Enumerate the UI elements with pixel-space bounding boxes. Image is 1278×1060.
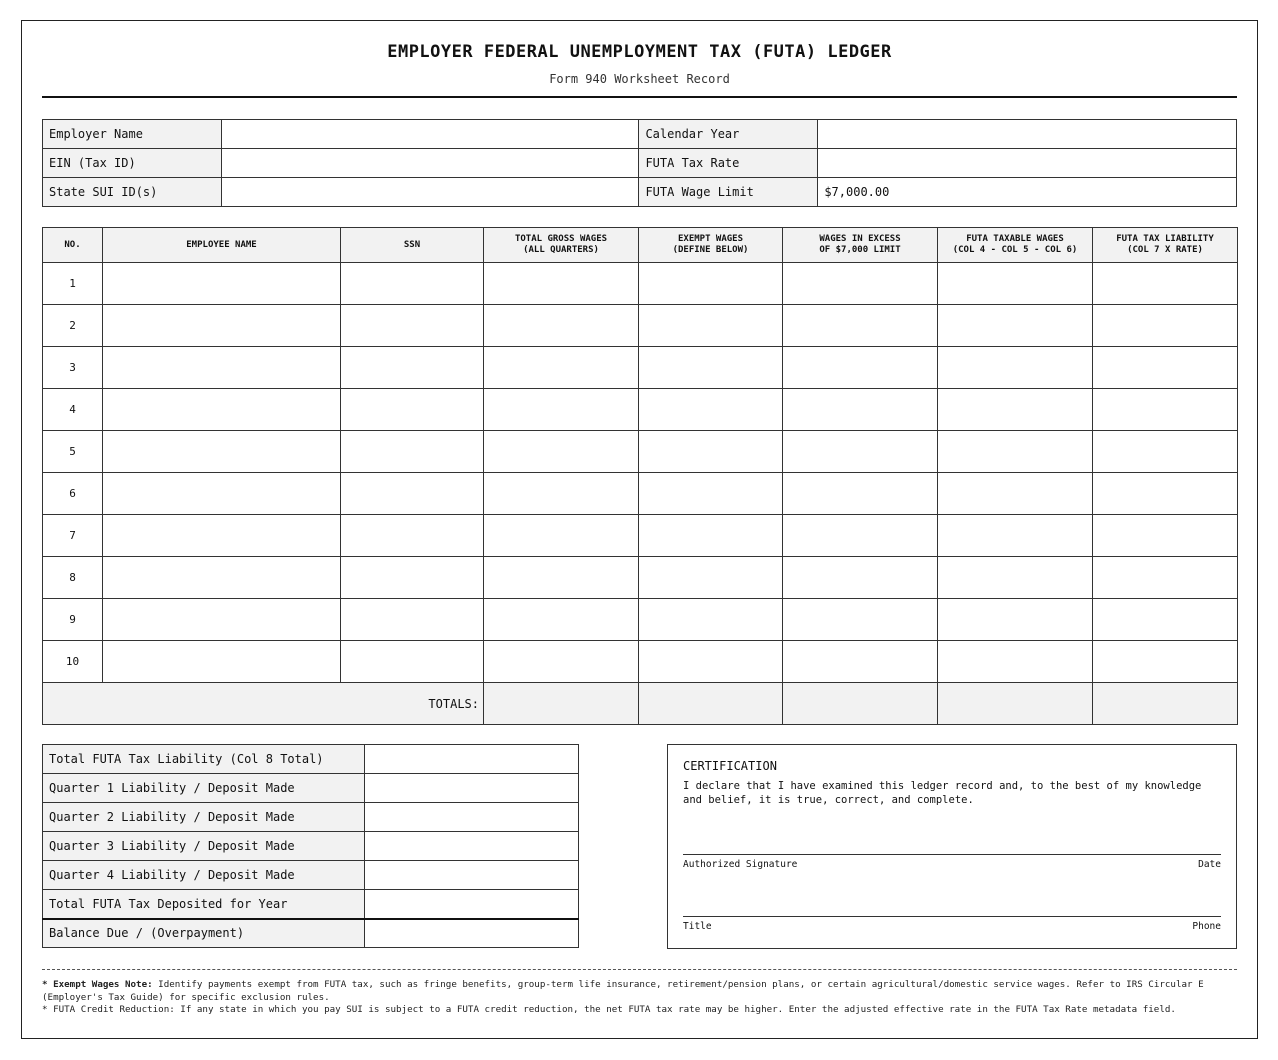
taxable-wages-cell[interactable]	[938, 599, 1093, 641]
gross-wages-cell[interactable]	[484, 473, 639, 515]
phone-label: Phone	[1192, 921, 1221, 932]
row-number: 10	[43, 641, 103, 683]
row-number: 5	[43, 431, 103, 473]
certification-text: I declare that I have examined this ledger record and, to the best of my knowledge and belief, it is true, correct, and complete.	[683, 780, 1202, 806]
total-deposited-label: Total FUTA Tax Deposited for Year	[43, 890, 365, 919]
excess-wages-cell[interactable]	[783, 473, 938, 515]
table-row	[43, 515, 1238, 557]
col-header-employee-name: EMPLOYEE NAME	[103, 228, 341, 263]
summary-row	[43, 774, 579, 803]
employer-info-row	[43, 178, 1237, 207]
col-header-no: NO.	[43, 228, 103, 263]
taxable-wages-cell[interactable]	[938, 557, 1093, 599]
total-gross-wages-cell[interactable]	[484, 683, 639, 725]
employee-name-cell[interactable]	[103, 431, 341, 473]
taxable-wages-cell[interactable]	[938, 641, 1093, 683]
exempt-wages-cell[interactable]	[639, 641, 783, 683]
excess-wages-cell[interactable]	[783, 641, 938, 683]
calendar-year-label: Calendar Year	[639, 120, 818, 149]
exempt-wages-cell[interactable]	[639, 305, 783, 347]
q3-liability-field[interactable]	[365, 832, 579, 861]
tax-liability-cell[interactable]	[1093, 641, 1238, 683]
balance-due-field[interactable]	[365, 919, 579, 948]
futa-rate-label: FUTA Tax Rate	[639, 149, 818, 178]
taxable-wages-cell[interactable]	[938, 431, 1093, 473]
title-line[interactable]	[683, 916, 1221, 917]
tax-liability-cell[interactable]	[1093, 473, 1238, 515]
employee-name-cell[interactable]	[103, 641, 341, 683]
tax-liability-cell[interactable]	[1093, 557, 1238, 599]
exempt-wages-cell[interactable]	[639, 557, 783, 599]
total-liability-field[interactable]	[365, 745, 579, 774]
row-number: 1	[43, 263, 103, 305]
ssn-cell[interactable]	[341, 557, 484, 599]
summary-row	[43, 890, 579, 919]
employer-info-row	[43, 149, 1237, 178]
employer-info-row	[43, 120, 1237, 149]
employee-name-cell[interactable]	[103, 599, 341, 641]
col-header-line: EXEMPT WAGES	[677, 234, 744, 244]
exempt-wages-cell[interactable]	[639, 389, 783, 431]
form-title: EMPLOYER FEDERAL UNEMPLOYMENT TAX (FUTA) LEDGER	[387, 42, 892, 62]
q1-liability-field[interactable]	[365, 774, 579, 803]
exempt-wages-note-heading: * Exempt Wages Note:	[42, 979, 153, 990]
ssn-cell[interactable]	[341, 599, 484, 641]
tax-liability-cell[interactable]	[1093, 599, 1238, 641]
gross-wages-cell[interactable]	[484, 305, 639, 347]
ssn-cell[interactable]	[341, 431, 484, 473]
col-header-taxable-wages	[938, 228, 1093, 263]
total-exempt-wages-cell[interactable]	[639, 683, 783, 725]
taxable-wages-cell[interactable]	[938, 389, 1093, 431]
tax-liability-cell[interactable]	[1093, 347, 1238, 389]
employee-ledger-table	[42, 227, 1238, 725]
wage-limit-field[interactable]: $7,000.00	[818, 178, 1237, 207]
col-header-line: WAGES IN EXCESS	[819, 234, 901, 244]
employee-name-cell[interactable]	[103, 473, 341, 515]
ssn-cell[interactable]	[341, 515, 484, 557]
state-sui-label: State SUI ID(s)	[43, 178, 222, 207]
table-row	[43, 599, 1238, 641]
row-number: 4	[43, 389, 103, 431]
gross-wages-cell[interactable]	[484, 263, 639, 305]
exempt-wages-cell[interactable]	[639, 473, 783, 515]
exempt-wages-note	[42, 979, 1237, 1004]
table-row	[43, 473, 1238, 515]
col-header-line: (COL 4 - COL 5 - COL 6)	[952, 245, 1078, 255]
tax-liability-cell[interactable]	[1093, 263, 1238, 305]
gross-wages-cell[interactable]	[484, 641, 639, 683]
ssn-cell[interactable]	[341, 263, 484, 305]
ledger-header-row	[43, 228, 1238, 263]
gross-wages-cell[interactable]	[484, 515, 639, 557]
title-label: Title	[683, 921, 712, 932]
date-label: Date	[1198, 859, 1221, 870]
table-row	[43, 347, 1238, 389]
col-header-excess-wages	[783, 228, 938, 263]
footnotes	[42, 979, 1237, 1017]
employee-name-cell[interactable]	[103, 515, 341, 557]
total-taxable-wages-cell[interactable]	[938, 683, 1093, 725]
table-row	[43, 263, 1238, 305]
employee-name-cell[interactable]	[103, 263, 341, 305]
liability-summary-table	[42, 744, 579, 948]
balance-due-label: Balance Due / (Overpayment)	[43, 919, 365, 948]
col-header-gross-wages	[484, 228, 639, 263]
ssn-cell[interactable]	[341, 347, 484, 389]
tax-liability-cell[interactable]	[1093, 431, 1238, 473]
credit-reduction-note: * FUTA Credit Reduction: If any state in which you pay SUI is subject to a FUTA credit reduction, the net FUTA tax rate may be higher. Enter the adjusted effective rate in the FUTA Tax Rate metadata field.	[42, 1004, 1176, 1015]
exempt-wages-cell[interactable]	[639, 347, 783, 389]
summary-row	[43, 919, 579, 948]
tax-liability-cell[interactable]	[1093, 389, 1238, 431]
taxable-wages-cell[interactable]	[938, 263, 1093, 305]
excess-wages-cell[interactable]	[783, 305, 938, 347]
summary-row	[43, 745, 579, 774]
col-header-line: TOTAL GROSS WAGES	[514, 234, 608, 244]
total-deposited-field[interactable]	[365, 890, 579, 919]
summary-row	[43, 861, 579, 890]
certification-title: CERTIFICATION	[683, 759, 777, 773]
row-number: 8	[43, 557, 103, 599]
tax-liability-cell[interactable]	[1093, 515, 1238, 557]
title-divider	[42, 96, 1237, 98]
excess-wages-cell[interactable]	[783, 389, 938, 431]
ssn-cell[interactable]	[341, 473, 484, 515]
row-number: 9	[43, 599, 103, 641]
excess-wages-cell[interactable]	[783, 515, 938, 557]
exempt-wages-cell[interactable]	[639, 515, 783, 557]
row-number: 2	[43, 305, 103, 347]
excess-wages-cell[interactable]	[783, 431, 938, 473]
col-header-line: (COL 7 X RATE)	[1127, 245, 1203, 255]
taxable-wages-cell[interactable]	[938, 347, 1093, 389]
ledger-form	[21, 20, 1258, 1039]
employee-name-cell[interactable]	[103, 305, 341, 347]
footnote-divider	[42, 969, 1237, 970]
ledger-body	[43, 263, 1238, 725]
calendar-year-field[interactable]	[818, 120, 1237, 149]
excess-wages-cell[interactable]	[783, 263, 938, 305]
summary-row	[43, 803, 579, 832]
table-row	[43, 305, 1238, 347]
form-subtitle: Form 940 Worksheet Record	[549, 72, 730, 86]
totals-label: TOTALS:	[43, 683, 484, 725]
q2-liability-field[interactable]	[365, 803, 579, 832]
excess-wages-cell[interactable]	[783, 557, 938, 599]
totals-row	[43, 683, 1238, 725]
ein-field[interactable]	[221, 149, 639, 178]
table-row	[43, 641, 1238, 683]
q3-liability-label: Quarter 3 Liability / Deposit Made	[43, 832, 365, 861]
employee-name-cell[interactable]	[103, 347, 341, 389]
certification-box	[667, 744, 1237, 949]
q4-liability-field[interactable]	[365, 861, 579, 890]
q4-liability-label: Quarter 4 Liability / Deposit Made	[43, 861, 365, 890]
exempt-wages-cell[interactable]	[639, 431, 783, 473]
exempt-wages-cell[interactable]	[639, 263, 783, 305]
col-header-ssn: SSN	[341, 228, 484, 263]
col-header-line: (DEFINE BELOW)	[672, 245, 749, 255]
row-number: 3	[43, 347, 103, 389]
gross-wages-cell[interactable]	[484, 347, 639, 389]
gross-wages-cell[interactable]	[484, 557, 639, 599]
excess-wages-cell[interactable]	[783, 347, 938, 389]
table-row	[43, 557, 1238, 599]
total-liability-label: Total FUTA Tax Liability (Col 8 Total)	[43, 745, 365, 774]
gross-wages-cell[interactable]	[484, 431, 639, 473]
col-header-line: OF $7,000 LIMIT	[819, 245, 901, 255]
futa-rate-field[interactable]	[818, 149, 1237, 178]
row-number: 6	[43, 473, 103, 515]
ssn-cell[interactable]	[341, 389, 484, 431]
ein-label: EIN (Tax ID)	[43, 149, 222, 178]
employer-info-table	[42, 119, 1237, 207]
tax-liability-cell[interactable]	[1093, 305, 1238, 347]
table-row	[43, 431, 1238, 473]
col-header-line: (ALL QUARTERS)	[523, 245, 599, 255]
col-header-tax-liability	[1093, 228, 1238, 263]
table-row	[43, 389, 1238, 431]
exempt-wages-cell[interactable]	[639, 599, 783, 641]
total-tax-liability-cell[interactable]	[1093, 683, 1238, 725]
ssn-cell[interactable]	[341, 305, 484, 347]
row-number: 7	[43, 515, 103, 557]
col-header-exempt-wages	[639, 228, 783, 263]
q2-liability-label: Quarter 2 Liability / Deposit Made	[43, 803, 365, 832]
employee-name-cell[interactable]	[103, 557, 341, 599]
col-header-line: FUTA TAXABLE WAGES	[966, 234, 1064, 244]
taxable-wages-cell[interactable]	[938, 305, 1093, 347]
ssn-cell[interactable]	[341, 641, 484, 683]
signature-label: Authorized Signature	[683, 859, 798, 870]
taxable-wages-cell[interactable]	[938, 473, 1093, 515]
summary-row	[43, 832, 579, 861]
excess-wages-cell[interactable]	[783, 599, 938, 641]
state-sui-field[interactable]	[221, 178, 639, 207]
gross-wages-cell[interactable]	[484, 389, 639, 431]
employee-name-cell[interactable]	[103, 389, 341, 431]
taxable-wages-cell[interactable]	[938, 515, 1093, 557]
employer-name-label: Employer Name	[43, 120, 222, 149]
employer-name-field[interactable]	[221, 120, 639, 149]
total-excess-wages-cell[interactable]	[783, 683, 938, 725]
signature-line[interactable]	[683, 854, 1221, 855]
col-header-line: FUTA TAX LIABILITY	[1116, 234, 1214, 244]
wage-limit-label: FUTA Wage Limit	[639, 178, 818, 207]
exempt-wages-note-text: Identify payments exempt from FUTA tax, such as fringe benefits, group-term life insurance, retirement/pension plans, or certain agricultural/domestic service wages. Refer to IRS Circular E (Employer's Tax Guide) for specific exclusion rules.	[42, 979, 1204, 1003]
gross-wages-cell[interactable]	[484, 599, 639, 641]
q1-liability-label: Quarter 1 Liability / Deposit Made	[43, 774, 365, 803]
